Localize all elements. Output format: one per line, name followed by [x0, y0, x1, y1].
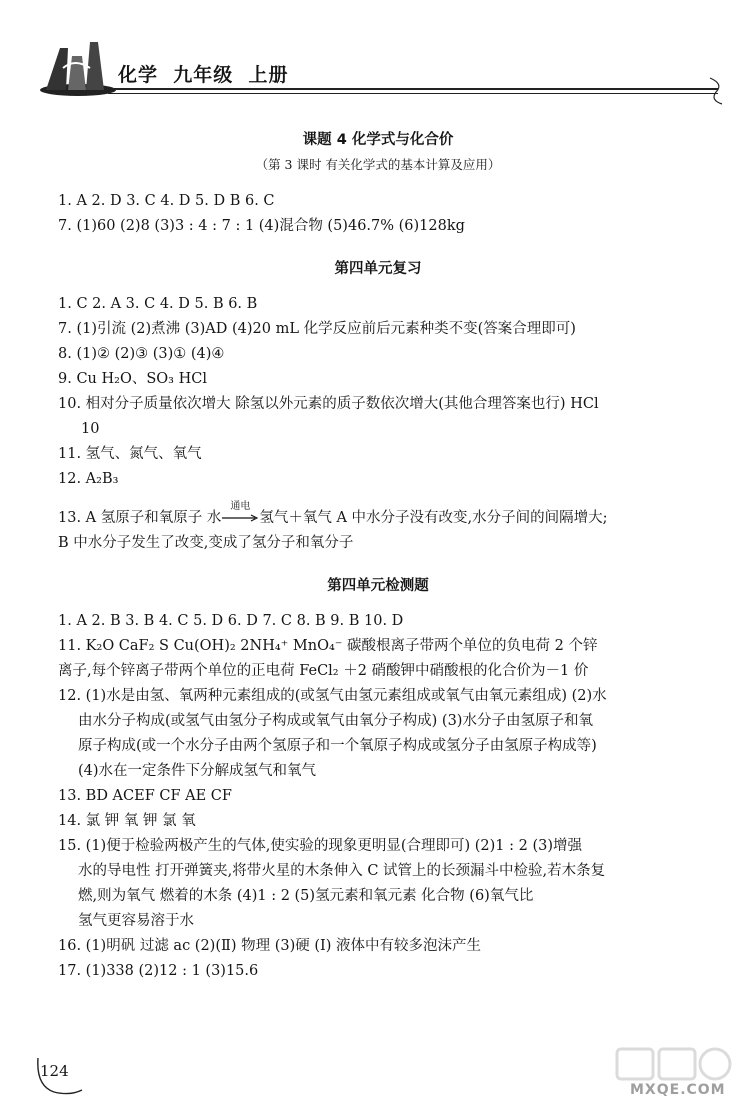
answer-line: 11. K₂O CaF₂ S Cu(OH)₂ 2NH₄⁺ MnO₄⁻ 碳酸根离子带两个单位的负电荷 2 个锌: [58, 638, 598, 654]
answer-line: B 中水分子发生了改变,变成了氢分子和氧分子: [58, 535, 354, 551]
answer-line: 1. A 2. B 3. B 4. C 5. D 6. D 7. C 8. B 9. B 10. D: [58, 613, 404, 629]
answer-line: 12. (1)水是由氢、氧两种元素组成的(或氢气由氢元素组成或氧气由氧元素组成) (2)水: [58, 688, 607, 704]
section-title: 第四单元复习: [334, 261, 422, 277]
answer-line: 12. A₂B₃: [58, 471, 119, 487]
header-title: 化学 九年级 上册: [118, 64, 289, 86]
answer-line: 13. BD ACEF CF AE CF: [58, 788, 232, 804]
watermark-text: MXQE.COM: [630, 1082, 726, 1098]
answer-line-q13: [58, 501, 698, 531]
answer-line: 8. (1)② (2)③ (3)① (4)④: [58, 346, 225, 362]
answer-line: 原子构成(或一个水分子由两个氢原子和一个氧原子构成或氢分子由氢原子构成等): [78, 738, 597, 754]
answer-line: 水的导电性 打开弹簧夹,将带火星的木条伸入 C 试管上的长颈漏斗中检验,若木条复: [78, 863, 606, 879]
reaction-arrow: [221, 501, 259, 531]
q13-part-b: 氢气＋氧气 A 中水分子没有改变,水分子间的间隔增大;: [259, 510, 608, 526]
answer-line: 由水分子构成(或氢气由氢分子构成或氧气由氧分子构成) (3)水分子由氢原子和氧: [78, 713, 593, 729]
section-title: 课题 4 化学式与化合价: [302, 132, 454, 148]
ornament-curl-icon: [708, 76, 728, 106]
answer-line: (4)水在一定条件下分解成氢气和氧气: [78, 763, 317, 779]
section-subtitle: （第 3 课时 有关化学式的基本计算及应用）: [255, 157, 501, 172]
page-number: 124: [40, 1062, 69, 1080]
answer-line: 氢气更容易溶于水: [78, 913, 194, 929]
section-title: 第四单元检测题: [327, 578, 429, 594]
answer-line: 11. 氢气、氮气、氧气: [58, 446, 202, 462]
watermark-logo-icon: [615, 1045, 735, 1085]
answer-line: 17. (1)338 (2)12 : 1 (3)15.6: [58, 963, 259, 979]
header-rule-thin: [108, 93, 718, 94]
answer-line: 9. Cu H₂O、SO₃ HCl: [58, 371, 207, 387]
answer-line: 1. A 2. D 3. C 4. D 5. D B 6. C: [58, 193, 275, 209]
answer-line: 10. 相对分子质量依次增大 除氢以外元素的质子数依次增大(其他合理答案也行) HCl: [58, 396, 599, 412]
answer-line: 14. 氯 钾 氧 钾 氯 氧: [58, 813, 196, 829]
answer-line: 离子,每个锌离子带两个单位的正电荷 FeCl₂ ＋2 硝酸钾中硝酸根的化合价为－1 价: [58, 663, 589, 679]
page-header: [38, 38, 728, 108]
answer-line: 10: [58, 421, 100, 437]
answer-line: 1. C 2. A 3. C 4. D 5. B 6. B: [58, 296, 258, 312]
answer-line: 7. (1)引流 (2)煮沸 (3)AD (4)20 mL 化学反应前后元素种类不变(答案合理即可): [58, 321, 576, 337]
reaction-condition: 通电: [230, 501, 251, 512]
answer-line: 15. (1)便于检验两极产生的气体,使实验的现象更明显(合理即可) (2)1 : 2 (3)增强: [58, 838, 582, 854]
answer-line: 燃,则为氧气 燃着的木条 (4)1 : 2 (5)氢元素和氧元素 化合物 (6)氧气比: [78, 888, 534, 904]
answer-line: 16. (1)明矾 过滤 ac (2)(Ⅱ) 物理 (3)硬 (Ⅰ) 液体中有较多泡沫产生: [58, 938, 482, 954]
flask-logo-icon: [38, 38, 118, 98]
answer-content: [58, 128, 698, 984]
header-rule-thick: [108, 88, 718, 90]
q13-part-a: 13. A 氢原子和氧原子 水: [58, 510, 222, 526]
answer-line: 7. (1)60 (2)8 (3)3 : 4 : 7 : 1 (4)混合物 (5)46.7% (6)128kg: [58, 218, 465, 234]
